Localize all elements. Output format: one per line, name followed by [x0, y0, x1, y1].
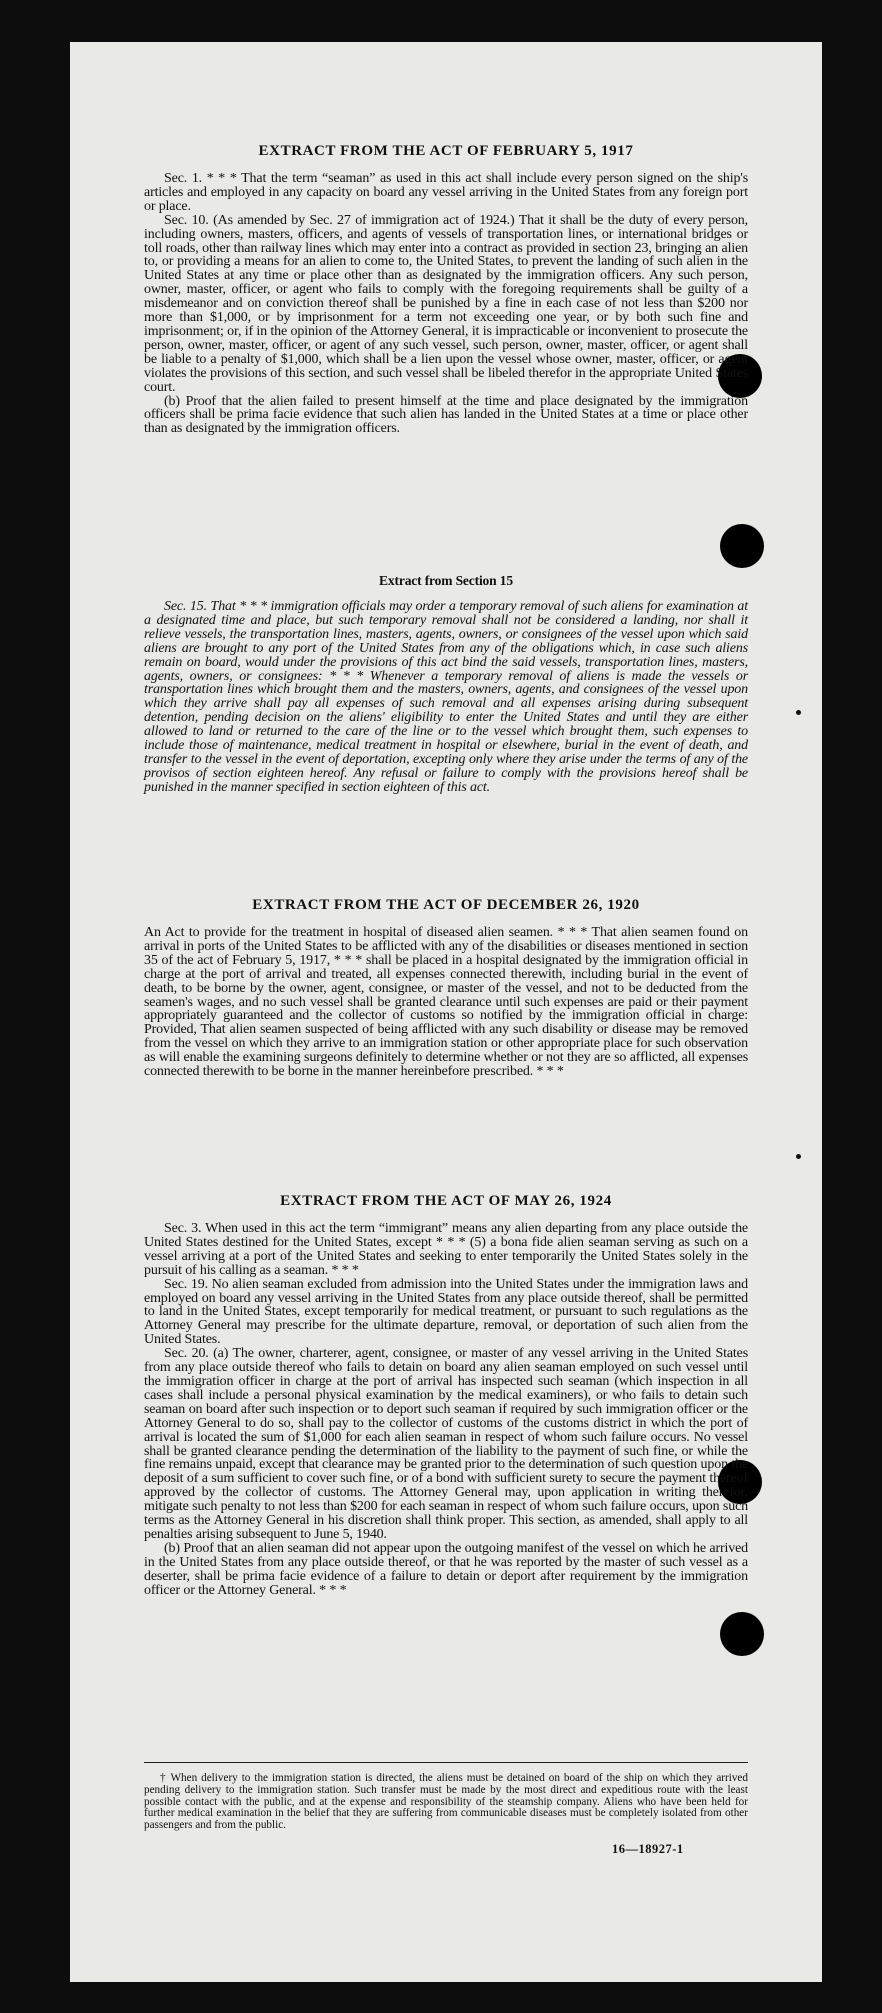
- sec-20b-paragraph: (b) Proof that an alien seaman did not appear upon the outgoing manifest of the vessel on which he arrived in the United States from any place outside thereof, or that he was reported by the master of such vessel as a deserter, shall be prima facie evidence of a failure to detain or deport after requirement by the immigration officer or the Attorney General. * * *: [144, 1540, 748, 1598]
- sec-15-paragraph: Sec. 15. That * * * immigration officials may order a temporary removal of such aliens for examination at a designated time and place, but such temporary removal shall not be considered a landing, nor shall it relieve vessels, the transportation lines, masters, agents, owners, or consignees of the vessel upon which said aliens are brought to any port of the United States from any of the obligations which, in case such aliens remain on board, would under the provisions of this act bind the said vessels, transportation lines, masters, agents, owners, or consignees: * * * Whenever a temporary removal of aliens is made the vessels or transportation lines which brought them and the masters, owners, agents, and consignees of the vessel upon which they arrive shall pay all expenses of such removal and all expenses arising during subsequent detention, pending decision on the aliens' eligibility to enter the United States and until they are either allowed to land or returned to the care of the line or to the vessel which brought them, such expenses to include those of maintenance, medical treatment in hospital or elsewhere, burial in the event of death, and transfer to the vessel in the event of deportation, excepting only where they arise under the terms of any of the provisos of section eighteen hereof. Any refusal or failure to comply with the provisions hereof shall be punished in the manner specified in section eighteen of this act.: [144, 599, 748, 795]
- section-15-extract: [144, 572, 748, 589]
- sec-1-paragraph: Sec. 1. * * * That the term “seaman” as used in this act shall include every person signed on the ship's articles and employed in any capacity on board any vessel arriving in the United States from any foreign port or place.: [144, 171, 748, 214]
- act-1920-paragraph: An Act to provide for the treatment in hospital of diseased alien seamen. * * * That alien seamen found on arrival in ports of the United States to be afflicted with any of the disabilities or diseases mentioned in section 35 of the act of February 5, 1917, * * * shall be placed in a hospital designated by the immigration official in charge at the port of arrival and treated, all expenses connected therewith, including burial in the event of death, to be borne by the owner, agent, consignee, or master of the vessel, and not to be deducted from the seamen's wages, and no such vessel shall be granted clearance until such expenses are paid or their payment appropriately guaranteed and the collector of customs so notified by the immigration official in charge: Provided, That alien seamen suspected of being afflicted with any such disability or disease may be removed from the vessel on which they arrive to an immigration station or other appropriate place for such observation as will enable the examining surgeons definitely to determine whether or not they are so afflicted, all expenses connected therewith to be borne in the manner hereinbefore prescribed. * * *: [144, 925, 748, 1080]
- document-page: [70, 42, 822, 1982]
- footnote-text: † When delivery to the immigration station is directed, the aliens must be detained on board of the ship on which they arrived pending delivery to the immigration station. Such transfer must be made by the most direct and expeditious route with the least possible contact with the public, and at the expense and responsibility of the steamship company. Aliens who have been held for further medical examination in the belief that they are suffering from communicable diseases must be completely isolated from other passengers and from the public.: [144, 1772, 748, 1832]
- heading-act-1924: EXTRACT FROM THE ACT OF MAY 26, 1924: [280, 1193, 612, 1209]
- footnote: [144, 1762, 748, 1832]
- heading-act-1917: EXTRACT FROM THE ACT OF FEBRUARY 5, 1917: [258, 143, 634, 159]
- heading-act-1920: EXTRACT FROM THE ACT OF DECEMBER 26, 1920: [252, 897, 640, 913]
- act-1920-section: [144, 896, 748, 1079]
- punch-hole: [720, 524, 764, 568]
- heading-section-15: Extract from Section 15: [379, 573, 513, 588]
- section-15-body: [144, 600, 748, 795]
- form-number: 16—18927-1: [612, 1842, 684, 1856]
- sec-10-paragraph: Sec. 10. (As amended by Sec. 27 of immigration act of 1924.) That it shall be the duty of every person, including owners, masters, officers, and agents of vessels of transportation lines, or international bridges or toll roads, other than railway lines which may enter into a contract as provided in section 23, bringing an alien to, or providing a means for an alien to come to, the United States, to prevent the landing of such alien in the United States at any time or place other than as designated by the immigration officers. Any such person, owner, master, officer, or agent who fails to comply with the foregoing requirements shall be guilty of a misdemeanor and on conviction thereof shall be punished by a fine in each case of not less than $200 nor more than $1,000, or by imprisonment for a term not exceeding one year, or by both such fine and imprisonment; or, if in the opinion of the Attorney General, it is impracticable or inconvenient to prosecute the person, owner, master, officer, or agent of any such vessel, such person, owner, master, officer, or agent shall be liable to a penalty of $1,000, which shall be a lien upon the vessel whose owner, master, officer, or agent violates the provisions of this section, and such vessel shall be libeled therefor in the appropriate United States court.: [144, 212, 748, 395]
- sec-19-paragraph: Sec. 19. No alien seaman excluded from admission into the United States under the immigration laws and employed on board any vessel arriving in the United States from any place outside thereof, shall be permitted to land in the United States, except temporarily for medical treatment, or pursuant to such regulations as the Attorney General may prescribe for the ultimate departure, removal, or deportation of such alien from the United States.: [144, 1276, 748, 1348]
- speck-mark: [796, 710, 801, 715]
- sec-10b-paragraph: (b) Proof that the alien failed to present himself at the time and place designated by the immigration officers shall be prima facie evidence that such alien has landed in the United States at a time or place other than as designated by the immigration officers.: [144, 393, 748, 437]
- act-1924-section: [144, 1192, 748, 1597]
- act-1917-section: [144, 142, 748, 436]
- speck-mark: [796, 1154, 801, 1159]
- sec-3-paragraph: Sec. 3. When used in this act the term “immigrant” means any alien departing from any place outside the United States destined for the United States, except * * * (5) a bona fide alien seaman serving as such on a vessel arriving at a port of the United States and seeking to enter temporarily the United States solely in the pursuit of his calling as a seaman. * * *: [144, 1221, 748, 1278]
- punch-hole: [720, 1612, 764, 1656]
- sec-20-paragraph: Sec. 20. (a) The owner, charterer, agent, consignee, or master of any vessel arriving in the United States from any place outside thereof who fails to detain on board any alien seaman employed on such vessel until the immigration officer in charge at the port of arrival has inspected such seaman (which inspection in all cases shall include a personal physical examination by the medical examiners), or who fails to detain such seaman on board after such inspection or to deport such seaman if required by such immigration officer or the Attorney General to do so, shall pay to the collector of customs of the customs district in which the port of arrival is located the sum of $1,000 for each alien seaman in respect of whom such failure occurs. No vessel shall be granted clearance pending the determination of the liability to the payment of such fine, or while the fine remains unpaid, except that clearance may be granted prior to the determination of such question upon the deposit of a sum sufficient to cover such fine, or of a bond with sufficient surety to secure the payment thereof approved by the collector of customs. The Attorney General may, upon application in writing therefor, mitigate such penalty to not less than $200 for each seaman in respect of whom such failure occurs, upon such terms as the Attorney General in his discretion shall think proper. This section, as amended, shall apply to all penalties arising subsequent to June 5, 1940.: [144, 1346, 748, 1542]
